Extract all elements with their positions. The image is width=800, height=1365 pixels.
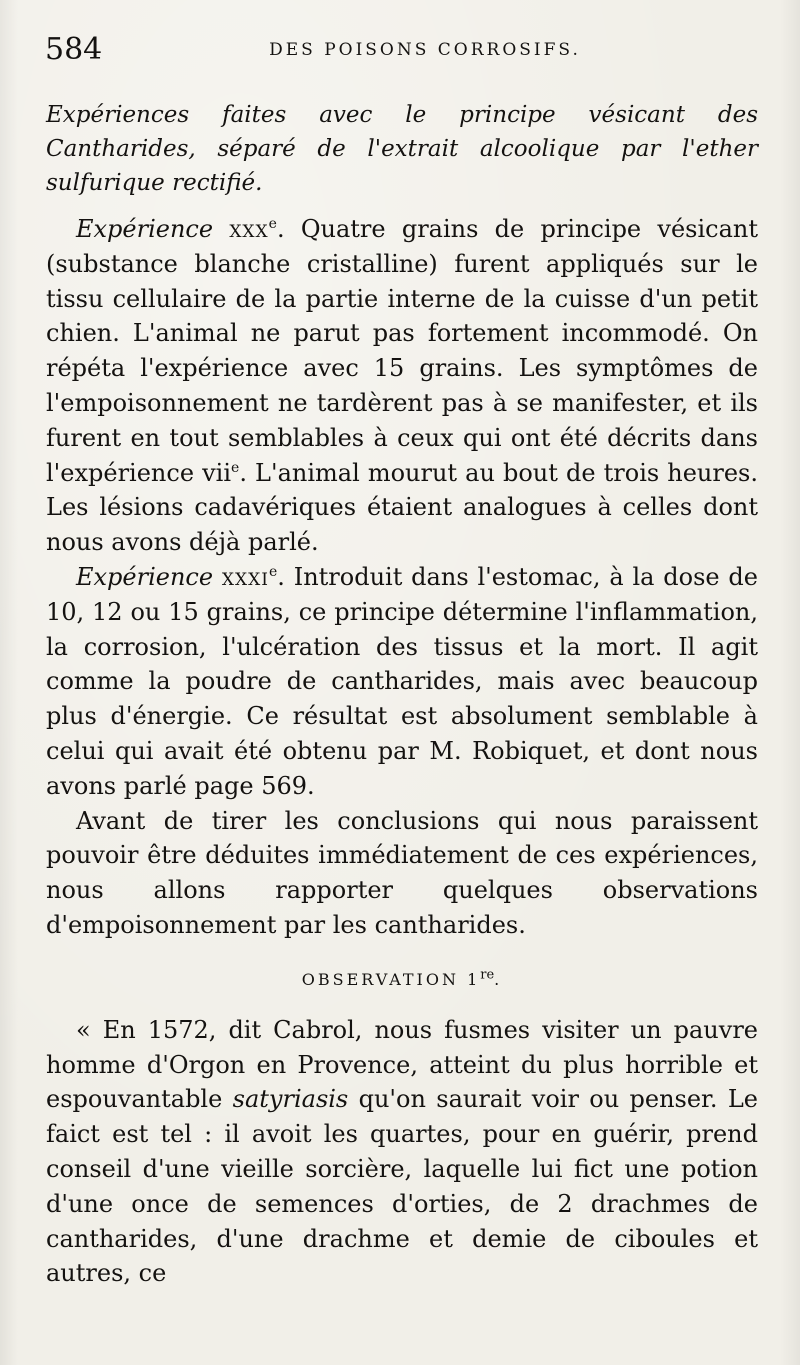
experiment-30-paragraph <box>46 212 758 560</box>
experiment-number-superscript: e <box>268 563 278 580</box>
observation-quote-paragraph <box>46 1013 758 1291</box>
conclusion-paragraph: Avant de tirer les conclusions qui nous paraissent pouvoir être déduites immédiatement de ces expériences, nous allons rapporter quelques observations d'empoisonnement par les cantharides. <box>46 806 758 939</box>
page-header <box>45 32 765 72</box>
experiment-text-end: . L'animal mourut au bout de trois heures. Les lésions cadavériques étaient analogues à celles dont nous avons déjà parlé. <box>46 458 759 557</box>
experiment-number: xxx <box>229 215 269 243</box>
experiment-number-superscript: e <box>268 216 277 232</box>
experiment-label: Expérience <box>76 562 214 591</box>
running-title: DES POISONS CORROSIFS. <box>269 40 581 60</box>
observation-heading-end: . <box>494 969 503 989</box>
experiment-label: Expérience <box>76 215 214 243</box>
page-body <box>46 98 758 1291</box>
quote-text-after: qu'on saurait voir ou penser. Le faict est tel : il avoit les quartes, pour en guérir, prend conseil d'une vieille sorcière, laquelle lui fict une potion d'une once de semences d'orties, de 2 drachmes de cantharides, d'une drachme et demie de ciboules et autres, ce <box>46 1085 759 1288</box>
quote-text-before: « En 1572, dit Cabrol, nous fusmes visiter un pauvre homme d'Orgon en Provence, atteint du plus horrible et espouvantable <box>46 1015 758 1114</box>
experiment-text: . Introduit dans l'estomac, à la dose de 10, 12 ou 15 grains, ce principe détermine l'inflammation, la corrosion, l'ulcération des tissus et la mort. Il agit comme la poudre de cantharides, mais avec beaucoup plus d'énergie. Ce résultat est absolument semblable à celui qui avait été obtenu par M. Robiquet, et dont nous avons parlé page 569. <box>46 562 758 800</box>
experiment-text: . Quatre grains de principe vésicant (substance blanche cristalline) furent appliqués sur le tissu cellulaire de la partie interne de la cuisse d'un petit chien. L'animal ne parut pas fortement incommodé. On répéta l'expérience avec 15 grains. Les symptômes de l'empoisonnement ne tardèrent pas à se manifester, et ils furent en tout semblables à ceux qui ont été décrits dans l'expérience vii <box>46 215 758 487</box>
italic-term: satyriasis <box>232 1085 349 1114</box>
reference-superscript: e <box>231 459 240 476</box>
experiment-number: xxxi <box>221 562 269 591</box>
section-heading: Expériences faites avec le principe vésicant des Cantharides, séparé de l'extrait alcoolique par l'ether sulfurique rectifié. <box>46 102 758 196</box>
experiment-31-paragraph <box>46 560 758 804</box>
observation-heading-superscript: re <box>480 967 495 983</box>
observation-heading <box>46 965 758 995</box>
page-number: 584 <box>45 32 103 67</box>
observation-heading-text: OBSERVATION 1 <box>301 969 481 989</box>
